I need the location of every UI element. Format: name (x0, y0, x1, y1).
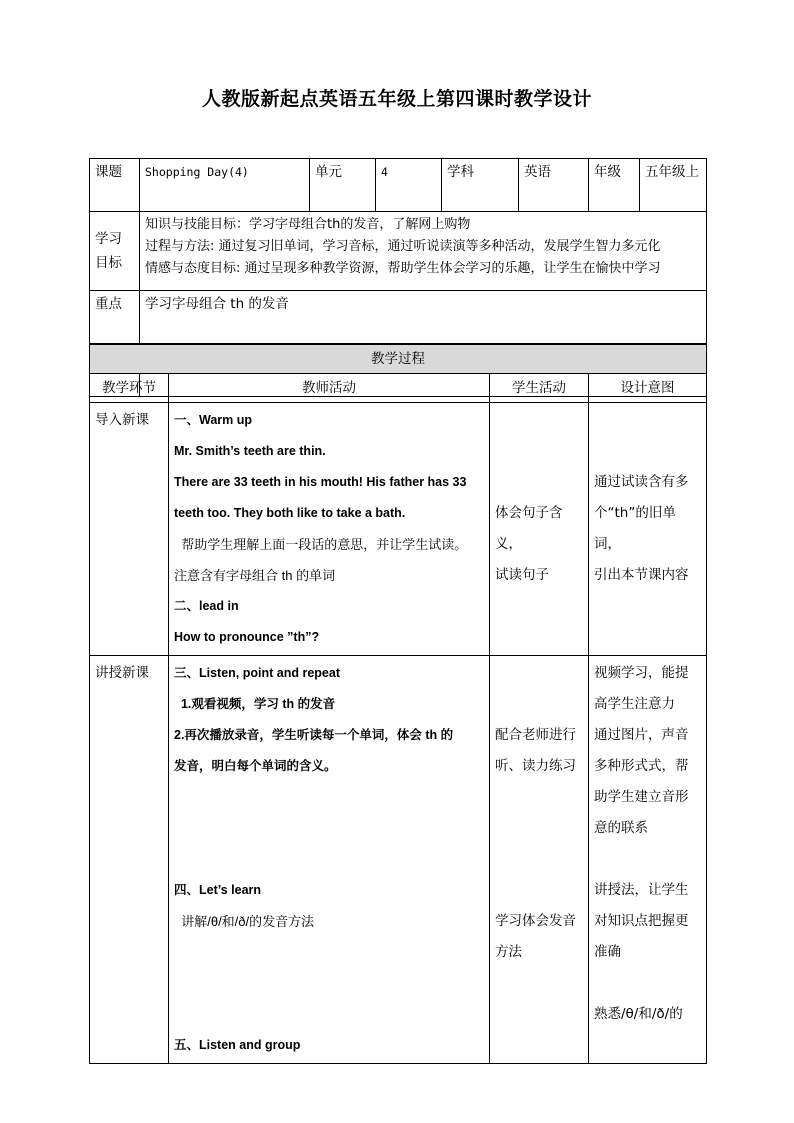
teacher-activity (169, 403, 490, 656)
subject-label: 学科 (442, 159, 519, 212)
teacher-line: 一、Warm up (174, 413, 253, 427)
teacher-line: 二、lead in (174, 599, 239, 613)
topic-value: Shopping Day(4) (140, 159, 310, 212)
intent-line: 讲授法，让学生 (594, 882, 689, 898)
process-table (89, 344, 707, 1064)
teacher-line: 五、Listen and group (174, 1038, 301, 1052)
student-activity (490, 403, 589, 656)
teacher-line: 注意含有字母组合 th 的单词 (174, 568, 336, 583)
intent-line: 引出本节课内容 (594, 567, 689, 583)
intent-line: 视频学习，能提 (594, 665, 689, 681)
grade-value: 五年级上 (640, 159, 707, 212)
stage-cell: 导入新课 (90, 403, 169, 656)
column-header: 设计意图 (589, 374, 707, 403)
intent-line: 通过试读含有多 (594, 474, 689, 490)
student-line: 学习体会发音 (495, 913, 576, 929)
process-header-row (90, 374, 707, 403)
teacher-line: There are 33 teeth in his mouth! His father has 33 (174, 475, 467, 489)
topic-label: 课题 (90, 159, 140, 212)
objective-line: 过程与方法: 通过复习旧单词，学习音标，通过听说读演等多种活动，发展学生智力多元化 (145, 239, 661, 254)
teacher-activity (169, 656, 490, 1064)
teacher-line: teeth too. They both like to take a bath. (174, 506, 406, 520)
objective-line: 情感与态度目标: 通过呈现多种教学资源，帮助学生体会学习的乐趣，让学生在愉快中学习 (145, 261, 661, 276)
teacher-line: 四、Let’s learn (174, 883, 262, 897)
document-title: 人教版新起点英语五年级上第四课时教学设计 (201, 88, 592, 110)
student-line: 体会句子含义， (495, 505, 563, 552)
intent-line: 对知识点把握更 (594, 913, 689, 929)
process-row (90, 403, 707, 656)
intent-line: 熟悉/θ/和/ð/的 (594, 1006, 683, 1022)
objectives-content (140, 212, 707, 291)
intent-line: 通过图片，声音 (594, 727, 689, 743)
teacher-line: 发音，明白每个单词的含义。 (174, 759, 337, 773)
teacher-line: 1.观看视频，学习 th 的发音 (174, 697, 336, 711)
design-intent (589, 403, 707, 656)
column-header: 教学环节 (90, 374, 169, 403)
student-line: 试读句子 (495, 567, 549, 583)
student-line: 听、读力练习 (495, 758, 576, 774)
intent-line: 准确 (594, 944, 621, 960)
subject-value: 英语 (519, 159, 589, 212)
intent-line: 意的联系 (594, 820, 648, 836)
intent-line: 高学生注意力 (594, 696, 675, 712)
objectives-label: 学习目标 (90, 212, 140, 291)
student-activity (490, 656, 589, 1064)
key-point-row (90, 291, 707, 344)
teacher-line: 三、Listen, point and repeat (174, 666, 340, 680)
intent-line: 个“th”的旧单词， (594, 505, 676, 552)
key-point-value: 学习字母组合 th 的发音 (140, 291, 707, 344)
unit-label: 单元 (310, 159, 376, 212)
objectives-row (90, 212, 707, 291)
teacher-line: 帮助学生理解上面一段话的意思，并让学生试读。 (174, 537, 468, 552)
process-heading: 教学过程 (90, 345, 707, 374)
teacher-line: 2.再次播放录音，学生听读每一个单词，体会 th 的 (174, 728, 454, 742)
grade-label: 年级 (589, 159, 640, 212)
unit-value: 4 (376, 159, 442, 212)
teacher-line: 讲解/θ/和/ð/的发音方法 (174, 914, 315, 929)
intent-line: 多种形式式，帮 (594, 758, 689, 774)
process-row (90, 656, 707, 1064)
meta-row (90, 159, 707, 212)
teacher-line: How to pronounce ”th”? (174, 630, 320, 644)
design-intent (589, 656, 707, 1064)
stage-cell: 讲授新课 (90, 656, 169, 1064)
student-line: 方法 (495, 944, 522, 960)
key-point-label: 重点 (90, 291, 140, 344)
intent-line: 助学生建立音形 (594, 789, 689, 805)
student-line: 配合老师进行 (495, 727, 576, 743)
column-header: 学生活动 (490, 374, 589, 403)
objective-line: 知识与技能目标：学习字母组合th的发音，了解网上购物 (145, 217, 471, 232)
column-header: 教师活动 (169, 374, 490, 403)
teacher-line: Mr. Smith’s teeth are thin. (174, 444, 326, 458)
